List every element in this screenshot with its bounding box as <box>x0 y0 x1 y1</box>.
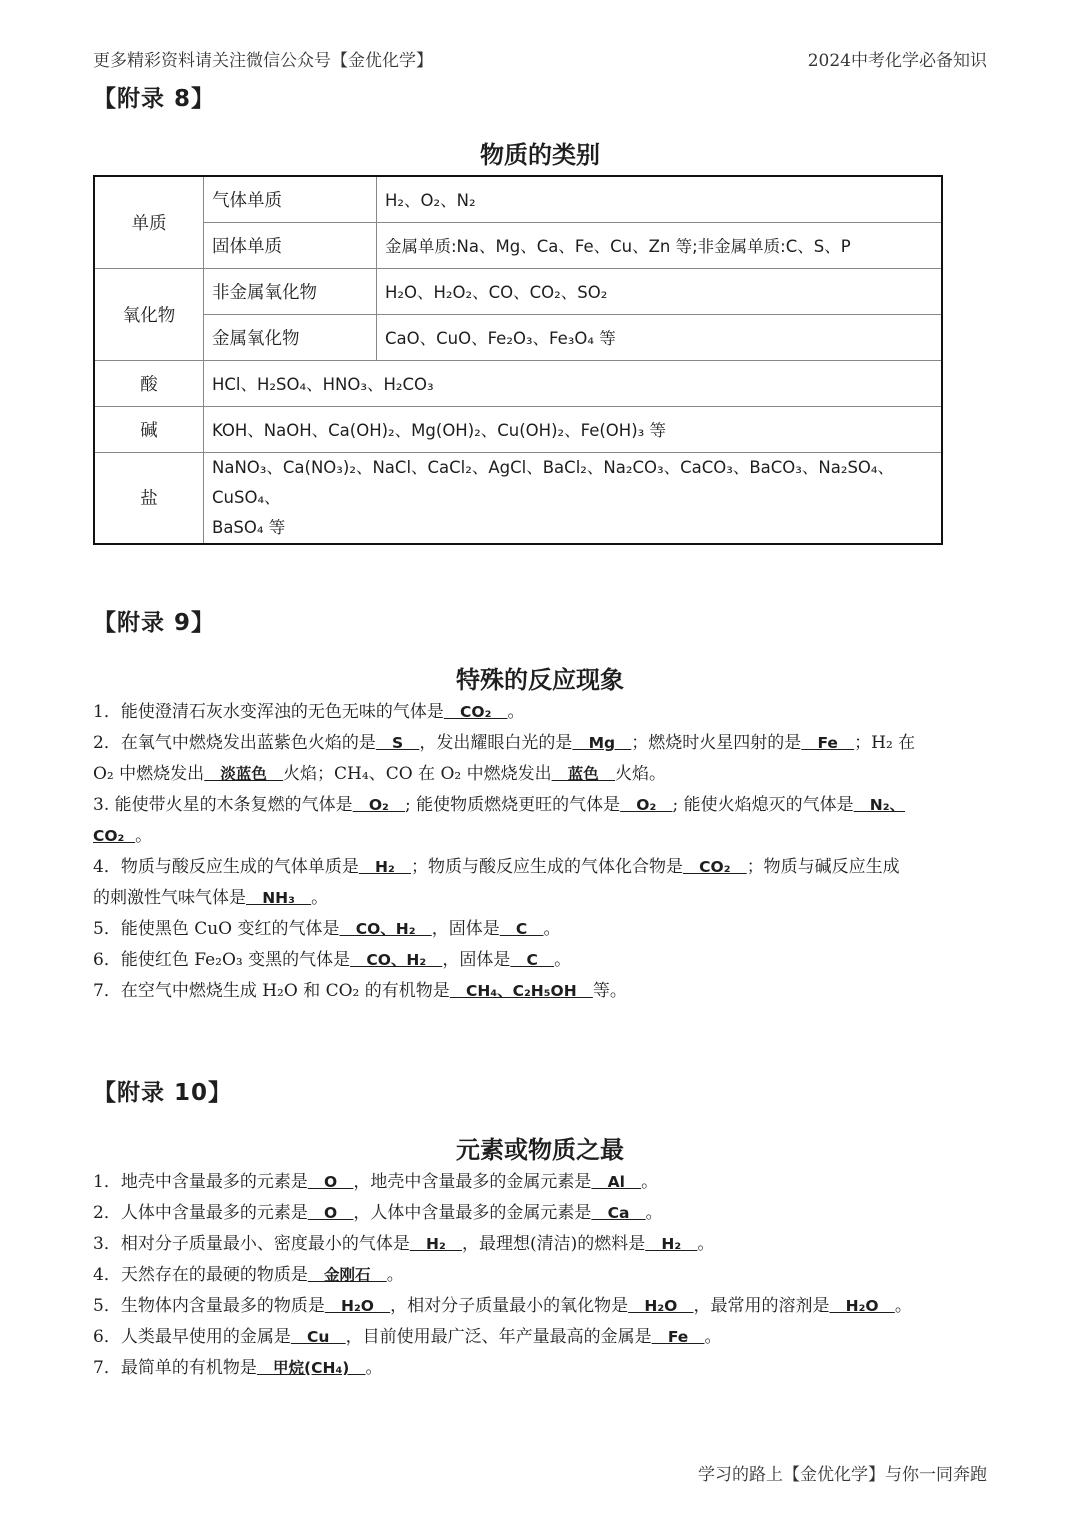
answer-blank: H₂ <box>409 1235 462 1253</box>
table-row <box>94 176 942 222</box>
item-text: 。 <box>645 1203 663 1223</box>
table-row <box>94 314 942 360</box>
answer-blank: Fe <box>651 1328 705 1346</box>
item-text: 2．人体中含量最多的元素是 <box>93 1203 308 1223</box>
item-text: 。 <box>704 1327 722 1347</box>
content-cell: H₂O、H₂O₂、CO、CO₂、SO₂ <box>377 268 943 314</box>
list-item <box>93 1167 988 1198</box>
answer-blank: Cu <box>290 1328 346 1346</box>
list-item <box>93 790 988 852</box>
list-item <box>93 1229 988 1260</box>
answer-blank: 蓝色 <box>551 765 615 783</box>
item-text: 1．地壳中含量最多的元素是 <box>93 1172 308 1192</box>
answer-blank: S <box>375 734 420 752</box>
content-line: BaSO₄ 等 <box>212 517 286 537</box>
appendix-10-title: 元素或物质之最 <box>456 1136 624 1164</box>
item-text: 。 <box>386 1265 404 1285</box>
reaction-phenomena-list <box>93 697 988 1007</box>
list-item <box>93 1353 988 1384</box>
item-text: 4．物质与酸反应生成的气体单质是 <box>93 857 359 877</box>
answer-blank: N₂、 <box>853 796 906 814</box>
list-item <box>93 1260 988 1291</box>
answer-blank: 淡蓝色 <box>204 765 284 783</box>
answer-blank: H₂ <box>645 1235 698 1253</box>
item-text: 。 <box>641 1172 659 1192</box>
item-text: ，人体中含量最多的金属元素是 <box>353 1203 592 1223</box>
category-cell: 盐 <box>94 452 204 544</box>
category-cell: 氧化物 <box>94 268 204 360</box>
header-left: 更多精彩资料请关注微信公众号【金优化学】 <box>93 51 433 71</box>
footer-slogan: 学习的路上【金优化学】与你一同奔跑 <box>698 1465 987 1485</box>
answer-blank: NH₃ <box>246 889 312 907</box>
item-text: ，固体是 <box>442 950 511 970</box>
answer-blank: Mg <box>572 734 632 752</box>
item-text: 3．相对分子质量最小、密度最小的气体是 <box>93 1234 410 1254</box>
item-text: O₂ 中燃烧发出 <box>93 764 205 784</box>
item-text: ，地壳中含量最多的金属元素是 <box>353 1172 592 1192</box>
item-text: 5．生物体内含量最多的物质是 <box>93 1296 325 1316</box>
item-text: ; 能使物质燃烧更旺的气体是 <box>404 795 621 815</box>
item-text: ；H₂ 在 <box>854 733 916 753</box>
answer-blank: O <box>307 1204 354 1222</box>
table-row <box>94 360 942 406</box>
item-text: ，发出耀眼白光的是 <box>419 733 573 753</box>
item-text: 7．在空气中燃烧生成 H₂O 和 CO₂ 的有机物是 <box>93 981 450 1001</box>
item-text: ；物质与酸反应生成的气体化合物是 <box>410 857 683 877</box>
answer-blank: O <box>307 1173 354 1191</box>
content-line: NaNO₃、Ca(NO₃)₂、NaCl、CaCl₂、AgCl、BaCl₂、Na₂CO₃、CaCO₃、BaCO₃、Na₂SO₄、CuSO₄、 <box>212 457 895 507</box>
item-text: ；燃烧时火星四射的是 <box>631 733 802 753</box>
list-item <box>93 976 988 1007</box>
header-right: 2024中考化学必备知识 <box>807 51 987 71</box>
answer-blank: H₂O <box>324 1297 391 1315</box>
element-superlatives-list <box>93 1167 988 1384</box>
substance-category-table <box>93 175 943 545</box>
item-text: ; 能使火焰熄灭的气体是 <box>672 795 854 815</box>
item-text: 6．能使红色 Fe₂O₃ 变黑的气体是 <box>93 950 351 970</box>
list-item <box>93 852 988 914</box>
item-text: ，最理想(清洁)的燃料是 <box>461 1234 646 1254</box>
table-row <box>94 268 942 314</box>
content-cell: KOH、NaOH、Ca(OH)₂、Mg(OH)₂、Cu(OH)₂、Fe(OH)₃ 等 <box>204 406 943 452</box>
item-text: 。 <box>135 826 153 846</box>
answer-blank: CO、H₂ <box>339 920 432 938</box>
item-text: ，相对分子质量最小的氧化物是 <box>390 1296 629 1316</box>
item-text: 。 <box>507 702 525 722</box>
appendix-10-label: 【附录 10】 <box>93 1080 233 1106</box>
item-text: 等。 <box>592 981 627 1001</box>
appendix-8-title: 物质的类别 <box>480 141 600 169</box>
answer-blank: H₂ <box>358 858 411 876</box>
content-cell: 金属单质:Na、Mg、Ca、Fe、Cu、Zn 等;非金属单质:C、S、P <box>377 222 943 268</box>
answer-blank: Al <box>591 1173 642 1191</box>
subcategory-cell: 金属氧化物 <box>204 314 377 360</box>
item-text: 。 <box>554 950 572 970</box>
item-text: ，目前使用最广泛、年产量最高的金属是 <box>345 1327 652 1347</box>
item-text: 2．在氧气中燃烧发出蓝紫色火焰的是 <box>93 733 376 753</box>
answer-blank: O₂ <box>352 796 405 814</box>
answer-blank: CO、H₂ <box>350 951 443 969</box>
answer-blank: O₂ <box>620 796 673 814</box>
category-cell: 酸 <box>94 360 204 406</box>
item-text: 。 <box>894 1296 912 1316</box>
answer-blank: CO₂ <box>93 827 136 845</box>
content-cell: HCl、H₂SO₄、HNO₃、H₂CO₃ <box>204 360 943 406</box>
subcategory-cell: 非金属氧化物 <box>204 268 377 314</box>
subcategory-cell: 气体单质 <box>204 176 377 222</box>
answer-blank: 甲烷(CH₄) <box>256 1359 366 1377</box>
list-item <box>93 1322 988 1353</box>
answer-blank: CH₄、C₂H₅OH <box>449 982 593 1000</box>
item-text: 6．人类最早使用的金属是 <box>93 1327 291 1347</box>
item-text: 4．天然存在的最硬的物质是 <box>93 1265 308 1285</box>
list-item <box>93 728 988 790</box>
item-text: 。 <box>365 1358 383 1378</box>
appendix-9-label: 【附录 9】 <box>93 610 216 636</box>
item-text: ；物质与碱反应生成 <box>746 857 900 877</box>
answer-blank: H₂O <box>829 1297 895 1315</box>
list-item <box>93 914 988 945</box>
answer-blank: H₂O <box>628 1297 694 1315</box>
item-text: 火焰；CH₄、CO 在 O₂ 中燃烧发出 <box>283 764 552 784</box>
answer-blank: Ca <box>591 1204 646 1222</box>
content-cell: H₂、O₂、N₂ <box>377 176 943 222</box>
answer-blank: C <box>499 920 544 938</box>
item-text: 。 <box>543 919 561 939</box>
item-text: 7．最简单的有机物是 <box>93 1358 257 1378</box>
item-text: 5．能使黑色 CuO 变红的气体是 <box>93 919 340 939</box>
answer-blank: 金刚石 <box>307 1266 387 1284</box>
content-cell <box>204 452 943 544</box>
item-text: 。 <box>311 888 329 908</box>
content-cell: CaO、CuO、Fe₂O₃、Fe₃O₄ 等 <box>377 314 943 360</box>
answer-blank: CO₂ <box>682 858 747 876</box>
category-cell: 单质 <box>94 176 204 268</box>
item-text: 1．能使澄清石灰水变浑浊的无色无味的气体是 <box>93 702 444 722</box>
list-item <box>93 1291 988 1322</box>
list-item <box>93 1198 988 1229</box>
list-item <box>93 697 988 728</box>
table-row <box>94 452 942 544</box>
item-text: 。 <box>697 1234 715 1254</box>
answer-blank: C <box>510 951 555 969</box>
item-text: 3. 能使带火星的木条复燃的气体是 <box>93 795 353 815</box>
table-row <box>94 406 942 452</box>
answer-blank: CO₂ <box>443 703 508 721</box>
item-text: ，固体是 <box>431 919 500 939</box>
subcategory-cell: 固体单质 <box>204 222 377 268</box>
answer-blank: Fe <box>801 734 855 752</box>
list-item <box>93 945 988 976</box>
appendix-9-title: 特殊的反应现象 <box>456 666 624 694</box>
item-text: 火焰。 <box>615 764 666 784</box>
table-row <box>94 222 942 268</box>
item-text: ，最常用的溶剂是 <box>693 1296 830 1316</box>
appendix-8-label: 【附录 8】 <box>93 86 216 112</box>
category-cell: 碱 <box>94 406 204 452</box>
item-text: 的刺激性气味气体是 <box>93 888 246 908</box>
